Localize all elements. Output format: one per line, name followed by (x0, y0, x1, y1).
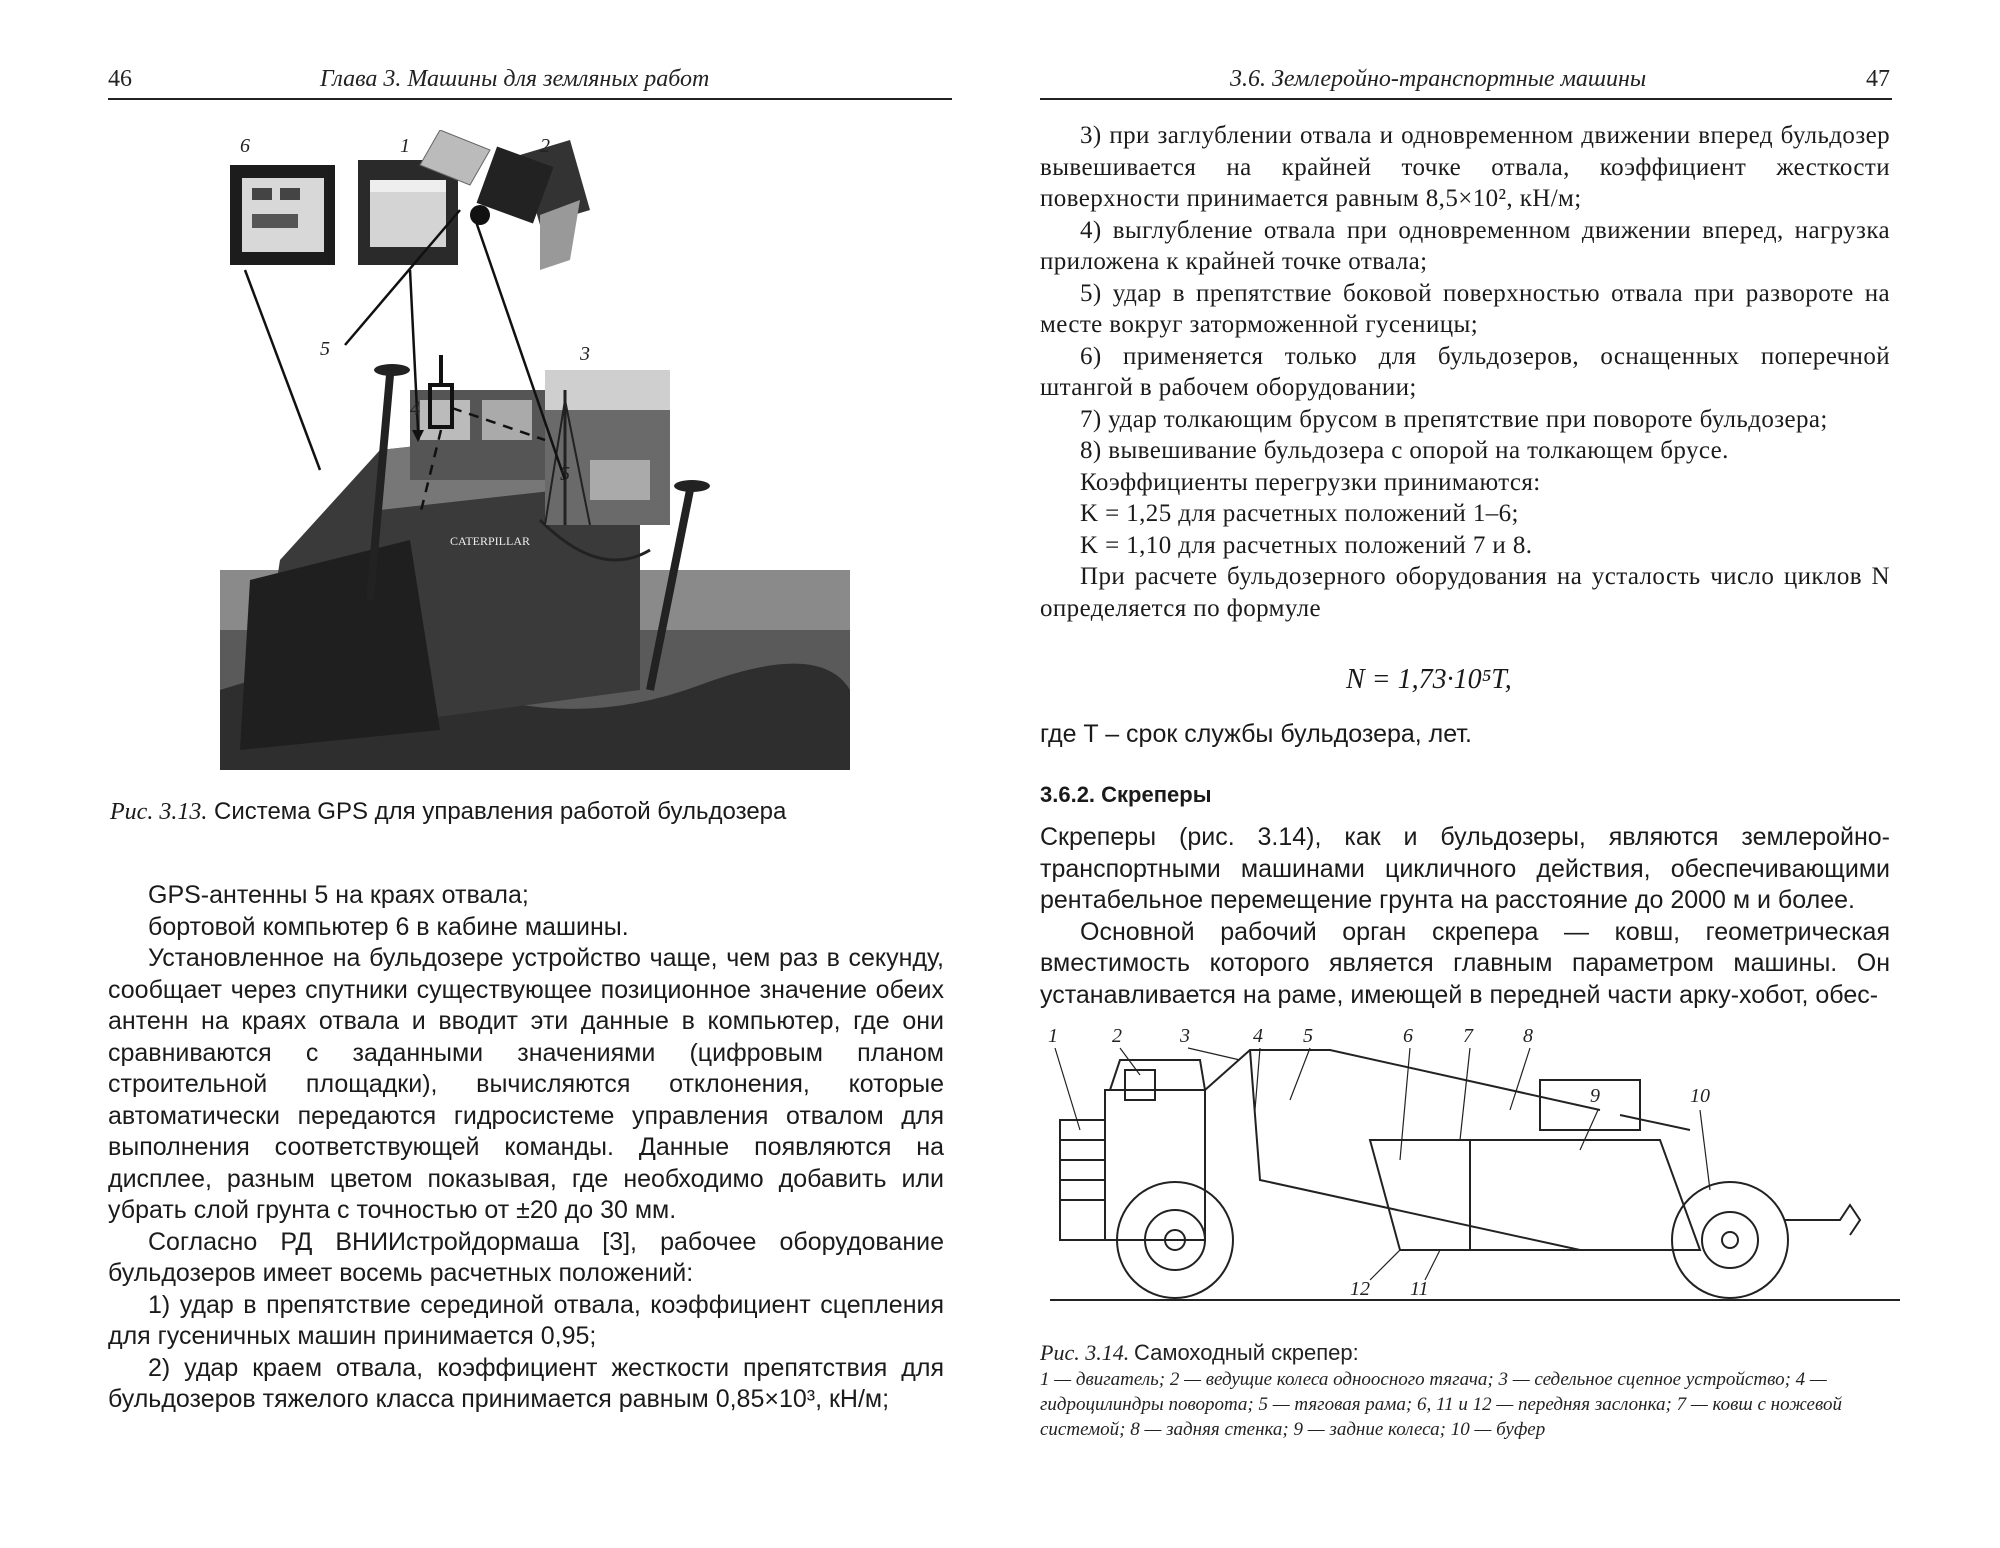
paragraph: 3) при заглублении отвала и одновременном движении вперед бульдозер вывешивается на крайней точке отвала, коэффициент жесткости поверхности принимается равным 8,5×10², кН/м; (1040, 122, 1890, 212)
paragraph: бортовой компьютер 6 в кабине машины. (148, 912, 629, 941)
paragraph: 2) удар краем отвала, коэффициент жесткости препятствия для бульдозеров тяжелого класса принимается равным 0,85×10³, кН/м; (108, 1353, 944, 1413)
scraper-label-9: 9 (1590, 1085, 1600, 1107)
paragraph: 4) выглубление отвала при одновременном движении вперед, нагрузка приложена к крайней точке отвала; (1040, 216, 1890, 275)
paragraph: 5) удар в препятствие боковой поверхностью отвала при развороте на месте вокруг заторможенной гусеницы; (1040, 279, 1890, 338)
scraper-label-12: 12 (1350, 1278, 1370, 1300)
scraper-caption-text: Самоходный скрепер: (1133, 1340, 1359, 1365)
paragraph: Скреперы (рис. 3.14), как и бульдозеры, являются землеройно-транспортными машинами цикличного действия, обеспечивающими рентабельное перемещение грунта на расстояние до 2000 м и более. (1040, 823, 1890, 914)
paragraph: 8) вывешивание бульдозера с опорой на толкающем брусе. (1080, 437, 1729, 464)
scraper-label-3: 3 (1180, 1025, 1190, 1047)
scraper-label-6: 6 (1403, 1025, 1413, 1047)
scraper-label-7: 7 (1463, 1025, 1473, 1047)
scraper-label-1: 1 (1048, 1025, 1058, 1047)
paragraph: Установленное на бульдозере устройство чаще, чем раз в секунду, сообщает через спутники существующее позиционное значение обеих антенн на краях отвала и вводит эти данные в компьютер, где они сравниваются с заданными значениями (цифровым планом строительной площадки), вычисляются отклонения, которые автоматически передаются гидросистеме управления отвалом для выполнения соответствующей команды. Данные появляются на дисплее, разным цветом показывая, где необходимо добавить или убрать слой грунта с точностью от ±20 до 30 мм. (108, 944, 944, 1224)
fig-label-3: 3 (580, 343, 590, 365)
running-head: Глава 3. Машины для земляных работ (320, 66, 710, 92)
figure-caption (110, 798, 786, 826)
scraper-label-10: 10 (1690, 1085, 1710, 1107)
scraper-label-11: 11 (1410, 1278, 1429, 1300)
scraper-label-5: 5 (1303, 1025, 1313, 1047)
formula: N = 1,73·10⁵T, (1346, 664, 1512, 695)
fig-label-5a: 5 (320, 338, 330, 360)
scraper-caption-label: Рис. 3.14. (1040, 1340, 1130, 1365)
paragraph: 1) удар в препятствие серединой отвала, коэффициент сцепления для гусеничных машин принимается 0,95; (108, 1290, 944, 1350)
fig-label-6: 6 (240, 135, 250, 157)
scraper-legend: 1 — двигатель; 2 — ведущие колеса одноосного тягача; 3 — седельное сцепное устройство; 4 — гидроцилиндры поворота; 5 — тяговая рама; 6, 11 и 12 — передняя заслонка; 7 — ковш с ножевой системой; 8 — задняя стенка; 9 — задние колеса; 10 — буфер (1040, 1369, 1842, 1440)
fig-label-5b: 5 (560, 463, 570, 485)
paragraph: При расчете бульдозерного оборудования на усталость число циклов N определяется по формуле (1040, 563, 1890, 622)
fig-label-1: 1 (400, 135, 410, 157)
fig-label-4: 4 (410, 398, 420, 420)
figure-gps-bulldozer (220, 130, 850, 770)
paragraph: GPS-антенны 5 на краях отвала; (148, 881, 529, 909)
paragraph: Коэффициенты перегрузки принимаются: (1080, 468, 1541, 496)
left-body-text (108, 880, 944, 1416)
svg-text:CATERPILLAR: CATERPILLAR (450, 534, 531, 548)
paragraph: 6) применяется только для бульдозеров, оснащенных поперечной штангой в рабочем оборудовании; (1040, 342, 1890, 401)
fig-label-2: 2 (540, 135, 550, 157)
scraper-label-2: 2 (1112, 1025, 1122, 1047)
scraper-text (1040, 822, 1890, 1011)
paragraph: Согласно РД ВНИИстройдормаша [3], рабочее оборудование бульдозеров имеет восемь расчетных положений: (108, 1227, 944, 1287)
figure-scraper (1040, 1020, 1910, 1310)
scraper-label-4: 4 (1253, 1025, 1263, 1047)
scraper-caption (1040, 1340, 1910, 1442)
figure-caption-text: Система GPS для управления работой бульдозера (213, 798, 787, 825)
gps-bulldozer-illustration (220, 130, 850, 770)
header-rule (1040, 98, 1892, 100)
paragraph: 7) удар толкающим брусом в препятствие при повороте бульдозера; (1080, 405, 1828, 433)
scraper-label-8: 8 (1523, 1025, 1533, 1047)
subsection-title: 3.6.2. Скреперы (1040, 782, 1212, 807)
paragraph: K = 1,10 для расчетных положений 7 и 8. (1080, 531, 1533, 559)
paragraph: K = 1,25 для расчетных положений 1–6; (1080, 500, 1519, 527)
paragraph: Основной рабочий орган скрепера — ковш, геометрическая вместимость которого является главным параметром машины. Он устанавливается на раме, имеющей в передней части арку-хобот, обес- (1040, 917, 1890, 1009)
formula-where: где T – срок службы бульдозера, лет. (1040, 720, 1472, 748)
figure-caption-label: Рис. 3.13. (110, 799, 208, 825)
right-body-text (1040, 120, 1890, 624)
page-number: 47 (1866, 66, 1890, 92)
page-number: 46 (108, 66, 132, 92)
scraper-drawing (1040, 1020, 1910, 1310)
header-rule (108, 98, 952, 100)
running-head: 3.6. Землеройно-транспортные машины (1230, 66, 1647, 92)
